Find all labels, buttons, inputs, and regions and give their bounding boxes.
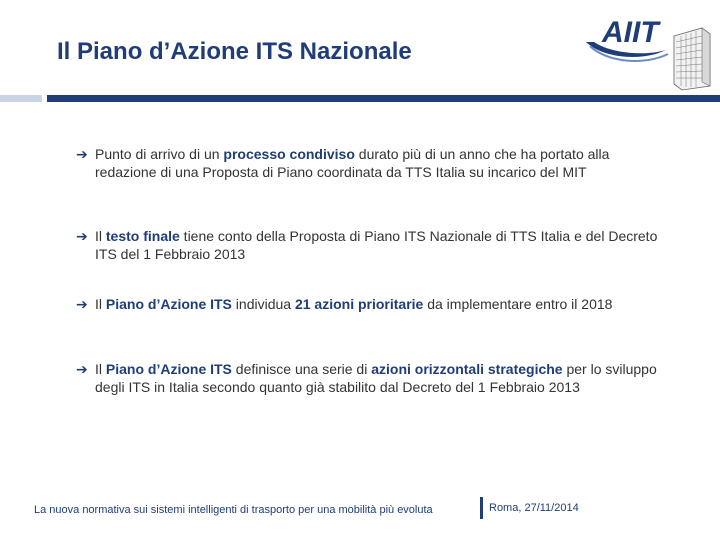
footer-caption: La nuova normativa sui sistemi intelligenti di trasporto per una mobilità più evoluta: [34, 504, 433, 516]
bullet-text: Il Piano d’Azione ITS individua 21 azioni prioritarie da implementare entro il 2018: [95, 296, 613, 312]
list-item: [76, 295, 660, 313]
bullet-text: Il testo finale tiene conto della Proposta di Piano ITS Nazionale di TTS Italia e del Decreto ITS del 1 Febbraio 2013: [95, 228, 658, 262]
list-item: [76, 360, 660, 396]
list-item: [76, 145, 660, 181]
logo-text: AIIT: [602, 16, 659, 49]
building-icon: [674, 28, 710, 90]
bullet-text: Punto di arrivo di un processo condiviso durato più di un anno che ha portato alla redazione di una Proposta di Piano coordinata da TTS Italia su incarico del MIT: [95, 146, 610, 180]
bullet-text: Il Piano d’Azione ITS definisce una serie di azioni orizzontali strategiche per lo sviluppo degli ITS in Italia secondo quanto già stabilito dal Decreto del 1 Febbraio 2013: [95, 361, 657, 395]
arrow-right-icon: ➔: [76, 361, 88, 377]
arrow-right-icon: ➔: [76, 228, 88, 244]
list-item: [76, 227, 660, 263]
header-rule-left: [0, 95, 42, 102]
aiit-logo: [582, 6, 718, 92]
footer-date: Roma, 27/11/2014: [489, 502, 579, 514]
footer-divider: [480, 497, 483, 519]
slide-title: Il Piano d’Azione ITS Nazionale: [57, 38, 412, 65]
header-rule: [47, 95, 720, 102]
arrow-right-icon: ➔: [76, 296, 88, 312]
arrow-right-icon: ➔: [76, 146, 88, 162]
